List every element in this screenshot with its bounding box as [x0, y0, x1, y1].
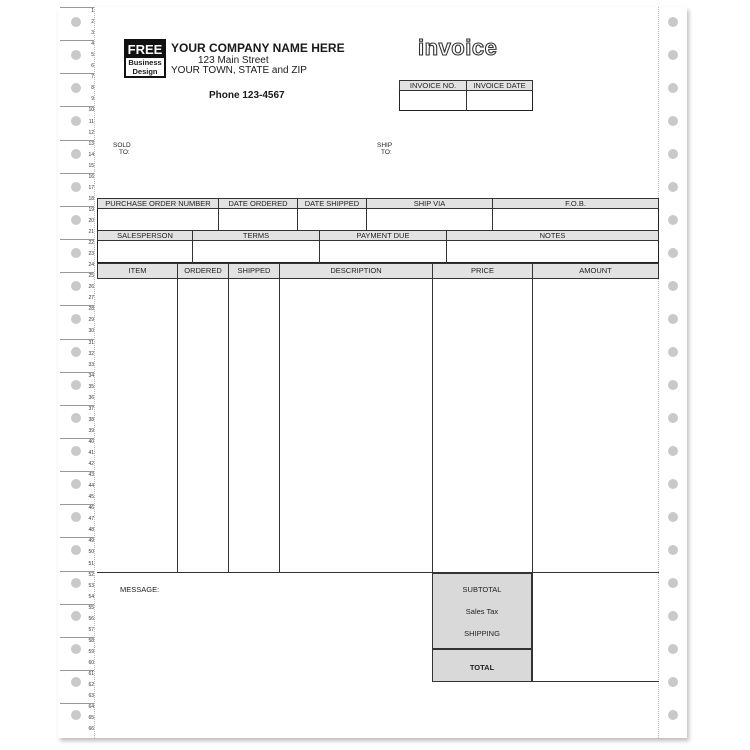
- line-number: 63: [88, 693, 94, 700]
- tractor-hole: [71, 149, 81, 159]
- line-tick: [60, 206, 94, 207]
- sold-to-field[interactable]: [134, 140, 364, 192]
- tractor-hole: [71, 479, 81, 489]
- tractor-hole: [71, 347, 81, 357]
- line-number: 50: [88, 549, 94, 556]
- line-number: 27: [88, 295, 94, 302]
- shipping-label: SHIPPING: [464, 629, 500, 638]
- salesperson-field[interactable]: [98, 242, 191, 262]
- invoice-date-label: INVOICE DATE: [466, 80, 533, 91]
- salesperson-header: SALESPERSON: [97, 230, 193, 241]
- tractor-hole: [71, 215, 81, 225]
- tractor-hole: [668, 512, 678, 522]
- po-number-field[interactable]: [98, 210, 217, 230]
- tractor-hole: [668, 479, 678, 489]
- fob-header: F.O.B.: [492, 198, 659, 209]
- line-number: 45: [88, 494, 94, 501]
- line-number: 6: [91, 63, 94, 70]
- tractor-hole: [71, 644, 81, 654]
- line-number: 61: [88, 671, 94, 677]
- line-number: 57: [88, 626, 94, 633]
- line-number: 8: [91, 85, 94, 92]
- line-tick: [60, 40, 94, 41]
- line-number: 32: [88, 350, 94, 357]
- po-number-header: PURCHASE ORDER NUMBER: [97, 198, 219, 209]
- line-tick: [60, 637, 94, 638]
- line-number: 2: [91, 19, 94, 26]
- line-tick: [60, 571, 94, 572]
- tractor-hole: [71, 314, 81, 324]
- line-tick: [60, 504, 94, 505]
- description-entries-area[interactable]: [280, 280, 431, 571]
- line-tick: [60, 73, 94, 74]
- tractor-hole: [71, 380, 81, 390]
- date-ordered-header: DATE ORDERED: [218, 198, 298, 209]
- line-number: 39: [88, 427, 94, 434]
- line-number: 66: [88, 726, 94, 733]
- tractor-hole: [71, 83, 81, 93]
- line-tick: [60, 405, 94, 406]
- line-number: 10: [88, 107, 94, 114]
- line-number: 59: [88, 648, 94, 655]
- logo-line2: Design: [132, 66, 158, 76]
- line-tick: [60, 7, 94, 8]
- company-phone: Phone 123-4567: [209, 90, 285, 101]
- tractor-hole: [71, 248, 81, 258]
- line-number: 5: [91, 52, 94, 59]
- tractor-hole: [668, 677, 678, 687]
- line-number: 40: [88, 438, 94, 445]
- line-tick: [60, 339, 94, 340]
- totals-divider: [432, 648, 532, 650]
- tractor-hole: [668, 413, 678, 423]
- invoice-number-label: INVOICE NO.: [399, 80, 467, 91]
- line-number: 58: [88, 637, 94, 644]
- line-number: 53: [88, 582, 94, 589]
- line-number: 14: [88, 151, 94, 158]
- line-number: 11: [88, 118, 94, 125]
- line-tick: [60, 106, 94, 107]
- line-number: 22: [88, 240, 94, 247]
- tractor-hole: [668, 281, 678, 291]
- payment-due-field[interactable]: [320, 242, 445, 262]
- tractor-hole: [71, 116, 81, 126]
- line-number: 55: [88, 604, 94, 611]
- line-tick: [60, 537, 94, 538]
- line-number: 24: [88, 262, 94, 269]
- sold-label: SOLD: [113, 142, 131, 149]
- line-tick: [60, 471, 94, 472]
- line-number: 7: [91, 74, 94, 81]
- invoice-number-field[interactable]: [400, 91, 465, 110]
- tractor-hole: [668, 116, 678, 126]
- company-city: YOUR TOWN, STATE and ZIP: [171, 65, 307, 76]
- tractor-hole: [668, 644, 678, 654]
- ship-to-field[interactable]: [396, 140, 646, 192]
- line-tick: [60, 239, 94, 240]
- line-number: 62: [88, 682, 94, 689]
- line-number: 15: [88, 162, 94, 169]
- line-number: 49: [88, 538, 94, 545]
- company-street: 123 Main Street: [198, 55, 269, 66]
- line-number: 3: [91, 30, 94, 37]
- description-column-header: DESCRIPTION: [279, 263, 433, 279]
- line-number: 47: [88, 516, 94, 523]
- line-number: 56: [88, 615, 94, 622]
- line-number: 43: [88, 472, 94, 479]
- total-label: TOTAL: [469, 663, 495, 672]
- message-label: MESSAGE:: [120, 585, 160, 594]
- tractor-hole: [668, 215, 678, 225]
- line-tick: [60, 670, 94, 671]
- line-number: 20: [88, 217, 94, 224]
- tractor-hole: [71, 50, 81, 60]
- price-entries-area[interactable]: [433, 280, 531, 571]
- tractor-hole: [668, 149, 678, 159]
- tractor-hole: [668, 248, 678, 258]
- tractor-hole: [71, 413, 81, 423]
- tractor-hole: [71, 17, 81, 27]
- line-number: 9: [91, 96, 94, 103]
- line-number: 37: [88, 405, 94, 412]
- subtotal-label: SUBTOTAL: [462, 585, 502, 594]
- line-number: 21: [88, 229, 94, 235]
- terms-header: TERMS: [192, 230, 320, 241]
- line-number: 25: [88, 273, 94, 280]
- ordered-entries-area[interactable]: [178, 280, 227, 571]
- line-number: 64: [88, 704, 94, 711]
- logo-badge: FREE: [127, 42, 163, 57]
- tractor-hole: [71, 710, 81, 720]
- payment-due-header: PAYMENT DUE: [319, 230, 447, 241]
- tractor-hole: [71, 545, 81, 555]
- line-number: 65: [88, 715, 94, 722]
- line-number: 60: [88, 659, 94, 666]
- tractor-hole: [668, 182, 678, 192]
- tractor-hole: [668, 446, 678, 456]
- line-number: 16: [88, 173, 94, 180]
- tractor-hole: [71, 281, 81, 291]
- line-tick: [60, 703, 94, 704]
- amount-column-header: AMOUNT: [532, 263, 659, 279]
- sold-to-label: TO:: [119, 149, 130, 156]
- item-column-header: ITEM: [97, 263, 178, 279]
- line-number: 12: [88, 129, 94, 136]
- message-field[interactable]: [160, 580, 425, 680]
- line-number: 28: [88, 306, 94, 313]
- tractor-hole: [668, 710, 678, 720]
- amount-entries-area[interactable]: [533, 280, 657, 571]
- ship-via-header: SHIP VIA: [366, 198, 493, 209]
- tractor-hole: [668, 611, 678, 621]
- line-tick: [60, 305, 94, 306]
- line-number: 38: [88, 416, 94, 423]
- line-number: 35: [88, 383, 94, 390]
- line-number: 52: [88, 571, 94, 578]
- tractor-hole: [668, 578, 678, 588]
- fob-field[interactable]: [493, 210, 657, 230]
- date-shipped-field[interactable]: [298, 210, 365, 230]
- company-name: YOUR COMPANY NAME HERE: [171, 41, 345, 55]
- item-entries-area[interactable]: [98, 280, 176, 571]
- line-number: 13: [88, 140, 94, 147]
- line-number: 30: [88, 328, 94, 335]
- notes-field[interactable]: [447, 242, 657, 262]
- tractor-hole: [71, 611, 81, 621]
- ship-to-label: TO:: [381, 149, 392, 156]
- line-tick: [60, 438, 94, 439]
- line-tick: [60, 604, 94, 605]
- tractor-hole: [668, 380, 678, 390]
- line-number: 29: [88, 317, 94, 324]
- tractor-hole: [71, 677, 81, 687]
- line-number: 31: [88, 339, 94, 346]
- tractor-hole: [668, 17, 678, 27]
- tractor-hole: [71, 578, 81, 588]
- tractor-hole: [668, 83, 678, 93]
- line-number: 51: [88, 560, 94, 567]
- logo-text: [126, 59, 164, 76]
- line-number: 33: [88, 361, 94, 368]
- line-tick: [60, 372, 94, 373]
- ordered-column-header: ORDERED: [177, 263, 229, 279]
- line-number: 48: [88, 527, 94, 534]
- tractor-hole: [668, 50, 678, 60]
- price-column-header: PRICE: [432, 263, 533, 279]
- ship-label: SHIP: [377, 142, 393, 149]
- notes-header: NOTES: [446, 230, 659, 241]
- tractor-hole: [668, 545, 678, 555]
- line-tick: [60, 140, 94, 141]
- line-number: 41: [88, 450, 94, 456]
- line-number: 46: [88, 505, 94, 512]
- totals-bottom-line: [532, 681, 659, 682]
- line-number: 26: [88, 284, 94, 291]
- table-bottom-line: [97, 572, 659, 573]
- line-number: 4: [91, 41, 94, 48]
- document-title: invoice: [418, 35, 498, 60]
- line-number: 36: [88, 394, 94, 401]
- line-number: 23: [88, 251, 94, 258]
- line-number: 42: [88, 461, 94, 468]
- date-ordered-field[interactable]: [219, 210, 296, 230]
- line-number: 44: [88, 483, 94, 490]
- shipped-entries-area[interactable]: [229, 280, 278, 571]
- tractor-hole: [71, 182, 81, 192]
- line-number: 1: [91, 8, 94, 14]
- logo: [124, 39, 166, 78]
- line-number: 18: [88, 195, 94, 202]
- line-number: 54: [88, 593, 94, 600]
- tractor-hole: [71, 512, 81, 522]
- shipped-column-header: SHIPPED: [228, 263, 280, 279]
- line-tick: [60, 272, 94, 273]
- terms-field[interactable]: [193, 242, 318, 262]
- total-value-field[interactable]: [533, 650, 657, 680]
- line-number: 17: [88, 184, 94, 191]
- line-number: 19: [88, 206, 94, 213]
- ship-via-field[interactable]: [367, 210, 491, 230]
- date-shipped-header: DATE SHIPPED: [297, 198, 367, 209]
- invoice-date-field[interactable]: [467, 91, 532, 110]
- tractor-hole: [71, 446, 81, 456]
- subtotal-tax-shipping-values[interactable]: [533, 574, 657, 648]
- tractor-hole: [668, 347, 678, 357]
- tractor-hole: [668, 314, 678, 324]
- line-number: 34: [88, 372, 94, 379]
- line-tick: [60, 173, 94, 174]
- sales-tax-label: Sales Tax: [465, 607, 499, 616]
- logo-line1: Business: [128, 58, 162, 67]
